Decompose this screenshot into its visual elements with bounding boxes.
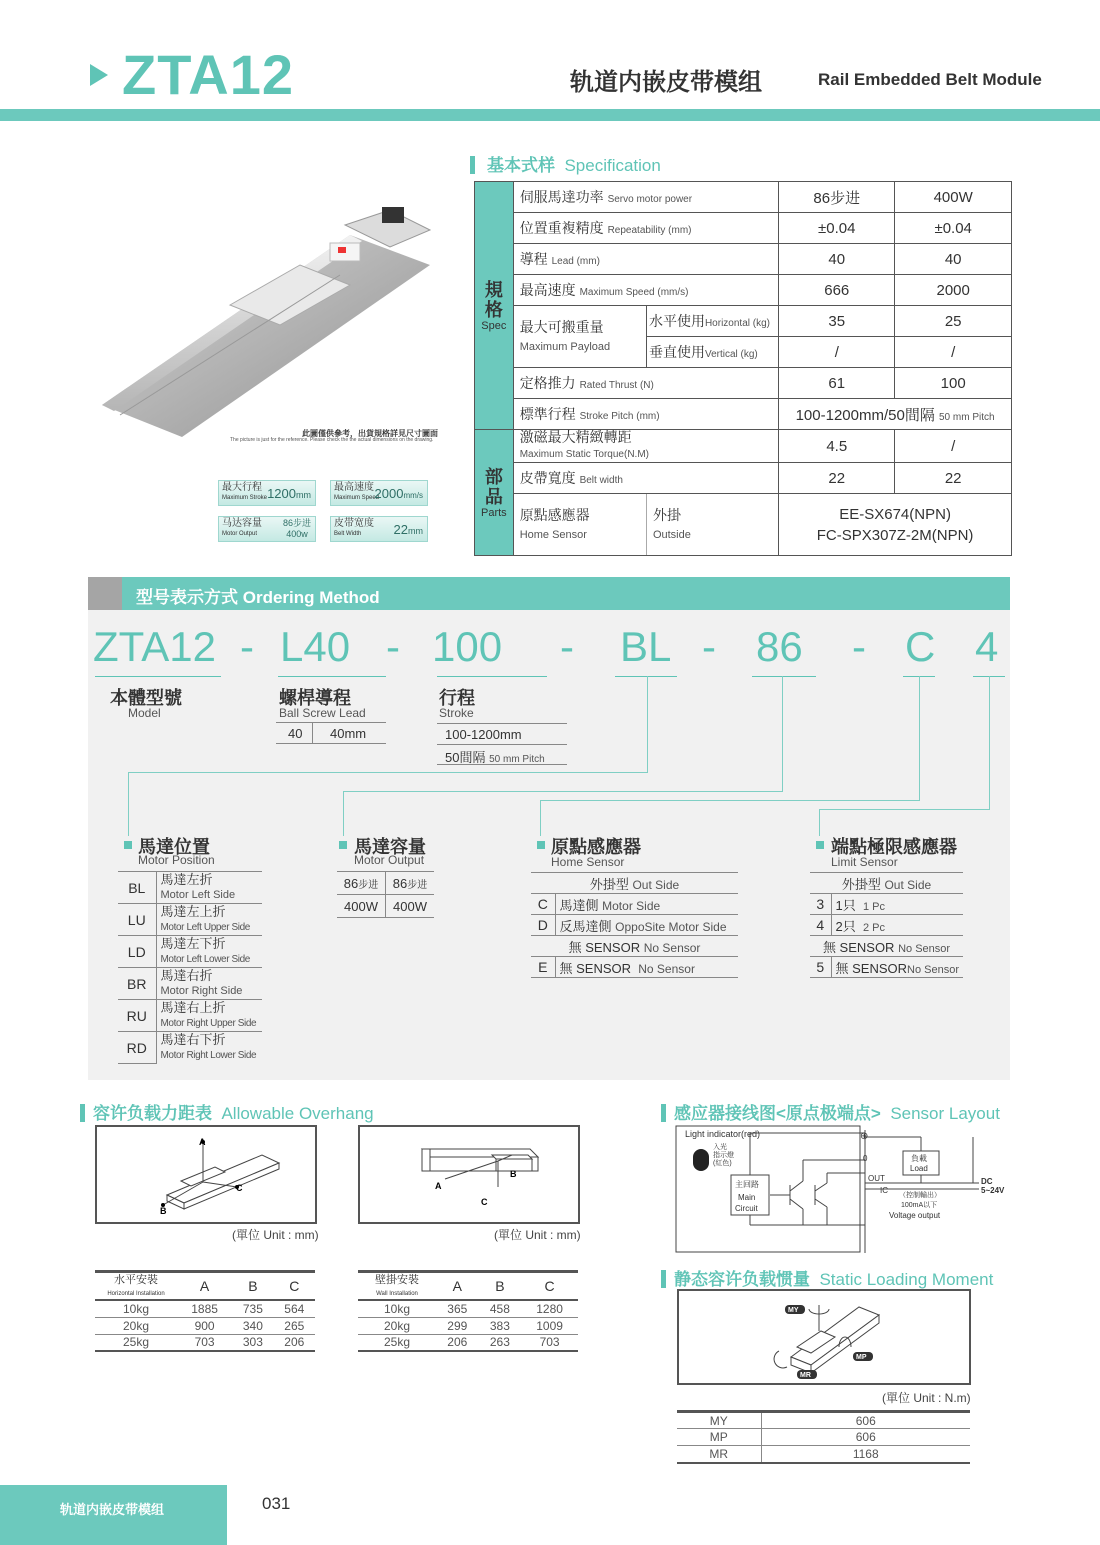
overhang-title: 容许负载力距表 Allowable Overhang <box>80 1099 374 1124</box>
limit-label-cn: 端點極限感應器 <box>831 837 957 857</box>
product-note-cn: 此圖僅供參考，出貨規格詳見尺寸圖面 <box>302 429 438 438</box>
lead-option: 40 40mm <box>276 722 386 744</box>
code-dash: - <box>386 623 400 670</box>
code-lead: L40 <box>280 623 351 670</box>
svg-text:C: C <box>236 1183 243 1193</box>
overhang-unit-1: (單位 Unit : mm) <box>232 1228 319 1242</box>
overhang-w-table: 壁掛安裝 Wall Installation A B C 10kg 365 458 1280 20kg 299 383 1009 25kg 206 263 703 <box>358 1270 578 1352</box>
lead-label-cn: 螺桿導程 <box>279 688 351 708</box>
code-dash: - <box>702 623 716 670</box>
limit-table: 外掛型 Out Side 3 1只 1 Pc 4 2只 2 Pc 無 SENSOR No Sensor 5 無 SENSORNo Sensor <box>810 872 963 978</box>
moment-unit: (單位 Unit : N.m) <box>882 1391 971 1405</box>
overhang-unit-2: (單位 Unit : mm) <box>494 1228 581 1242</box>
svg-text:A: A <box>435 1181 442 1191</box>
svg-text:B: B <box>510 1169 517 1179</box>
svg-text:IC: IC <box>880 1186 888 1195</box>
motorpos-table: BL 馬達左折 Motor Left Side LU 馬達左上折 Motor Left Upper Side LD 馬達左下折 Motor Left Lower Side BR 馬達右折 Motor Right Side RU 馬達右上折 Motor Right Upper Side RD 馬達右下折 Motor Right Lower Side <box>118 871 262 1064</box>
moment-table: MY 606 MP 606 MR 1168 <box>677 1410 970 1464</box>
svg-text:負載: 負載 <box>911 1154 927 1163</box>
motorout-label-en: Motor Output <box>354 853 425 867</box>
svg-text:Main: Main <box>738 1193 756 1202</box>
svg-text:0: 0 <box>863 1154 868 1163</box>
spec-table: 規 格 Spec 伺服馬達功率 Servo motor power 86步进 400W 位置重複精度 Repeatability (mm) ±0.04 ±0.04 導程 Lead (mm) 40 40 最高速度 Maximum Speed (mm/s) 666 2000 最大可搬重量 Maximum Payload 水平使用Horizontal (kg) 35 25 垂直使用Vertical (kg) / / 定格推力 Rated Thrust (N) 61 100 標準行程 Stroke Pitch (mm) 100-1200mm/50間隔 50 mm Pitch 部 品 Parts 激磁最大精緻轉距 Maximum Static Torque(N.M) 4.5 / 皮帶寬度 Belt width 22 22 原點感應器 Home Sensor 外掛 Outside EE-SX674(NPN) FC-SPX307Z-2M(NPN) <box>474 181 1012 556</box>
model-label-en: Model <box>128 706 161 720</box>
svg-text:⊕: ⊕ <box>860 1131 869 1142</box>
footer-band: 轨道内嵌皮带模组 <box>0 1485 227 1545</box>
svg-text:DC: DC <box>981 1177 993 1186</box>
svg-text:入光: 入光 <box>713 1144 727 1151</box>
lead-label-en: Ball Screw Lead <box>279 706 366 720</box>
badge-belt-width: 皮带宽度 Belt Width 22mm <box>330 516 428 542</box>
code-motor-position: BL <box>620 623 672 670</box>
header-title-cn: 轨道内嵌皮带模组 <box>570 69 762 96</box>
stroke-label-en: Stroke <box>439 706 474 720</box>
svg-text:Circuit: Circuit <box>735 1204 758 1213</box>
motorpos-label-en: Motor Position <box>138 853 215 867</box>
sensor-layout-title: 感应器接线图<原点极端点> Sensor Layout <box>661 1099 1000 1124</box>
svg-text:C: C <box>481 1197 488 1207</box>
model-label-cn: 本體型號 <box>110 688 182 708</box>
product-note-en: The picture is just for the reference. Please check the the actual dimensions on the drawing. <box>230 437 434 443</box>
svg-text:主回路: 主回路 <box>735 1180 759 1189</box>
ordering-band: 型号表示方式 Ordering Method <box>88 577 1010 610</box>
sensor-wiring-diagram <box>675 1125 1015 1255</box>
code-motor-output: 86 <box>756 623 803 670</box>
motorout-table: 86步进 86步进 400W 400W <box>337 871 434 918</box>
home-label-en: Home Sensor <box>551 855 625 869</box>
code-stroke: 100 <box>432 623 503 670</box>
badge-max-speed: 最高速度 Maximum Speed 2000mm/s <box>330 480 428 506</box>
home-label-cn: 原點感應器 <box>551 837 641 857</box>
code-dash: - <box>852 623 866 670</box>
svg-text:Load: Load <box>910 1164 928 1173</box>
motorpos-label-cn: 馬達位置 <box>138 837 210 857</box>
motorout-label-cn: 馬達容量 <box>354 837 426 857</box>
header-arrow-icon <box>90 64 108 86</box>
overhang-wall-diagram <box>358 1125 580 1224</box>
svg-text:OUT: OUT <box>868 1174 885 1183</box>
code-home-sensor: C <box>905 623 936 670</box>
svg-text:指示燈: 指示燈 <box>713 1152 734 1159</box>
header-bar <box>0 109 1100 121</box>
model-title: ZTA12 <box>122 43 294 106</box>
home-table: 外掛型 Out Side C 馬達側 Motor Side D 反馬達側 OppoSite Motor Side 無 SENSOR No Sensor E 無 SENSOR No Sensor <box>531 872 738 978</box>
header-title-en: Rail Embedded Belt Module <box>818 70 1042 89</box>
svg-text:（控制輸出）: （控制輸出） <box>899 1192 941 1199</box>
svg-text:100mA以下: 100mA以下 <box>901 1202 938 1209</box>
svg-text:Light indicator(red): Light indicator(red) <box>685 1129 761 1139</box>
code-dash: - <box>240 623 254 670</box>
svg-text:5~24V: 5~24V <box>981 1186 1005 1195</box>
limit-label-en: Limit Sensor <box>831 855 898 869</box>
svg-text:MP: MP <box>856 1354 867 1361</box>
product-image <box>100 205 440 440</box>
spec-title: 基本式样 Specification <box>470 151 661 176</box>
svg-text:MY: MY <box>788 1307 799 1314</box>
code-limit-sensor: 4 <box>975 623 999 670</box>
overhang-horizontal-diagram <box>95 1125 317 1224</box>
svg-text:MR: MR <box>800 1372 811 1379</box>
page-number: 031 <box>262 1494 291 1513</box>
moment-diagram <box>677 1289 971 1385</box>
badge-motor-output: 马达容量 Motor Output 86步进 400w <box>218 516 316 542</box>
overhang-h-table: 水平安裝 Horizontal Installation A B C 10kg 1885 735 564 20kg 900 340 265 25kg 703 303 206 <box>95 1270 315 1352</box>
badge-max-stroke: 最大行程 Maximum Stroke 1200mm <box>218 480 316 506</box>
moment-title: 静态容许负载惯量 Static Loading Moment <box>661 1265 993 1290</box>
code-dash: - <box>560 623 574 670</box>
stroke-label-cn: 行程 <box>439 688 475 708</box>
svg-text:B: B <box>160 1206 167 1216</box>
spec-side-label: 規 格 Spec <box>475 182 514 430</box>
svg-text:(紅色): (紅色) <box>713 1160 732 1167</box>
stroke-option: 100-1200mm 50間隔 50 mm Pitch <box>437 723 567 765</box>
code-model: ZTA12 <box>93 623 216 670</box>
svg-text:Voltage output: Voltage output <box>889 1211 941 1220</box>
svg-text:A: A <box>199 1137 206 1147</box>
